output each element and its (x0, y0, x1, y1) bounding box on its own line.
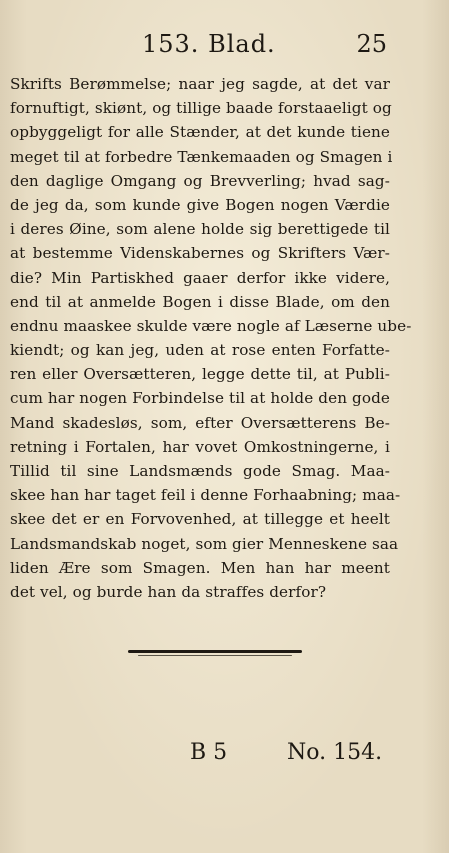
text-line: Landsmandskab noget, som gier Menneskene saa (10, 534, 399, 553)
text-line: opbyggeligt for alle Stænder, at det kunde tiene (10, 123, 390, 142)
running-title: 153. Blad. (142, 30, 276, 58)
text-line: Skrifts Berømmelse; naar jeg sagde, at det var (10, 75, 390, 93)
text-line: skee han har taget feil i denne Forhaabning; maa- (10, 486, 401, 505)
text-line: die? Min Partiskhed gaaer derfor ikke videre, (10, 268, 390, 287)
text-line: ren eller Oversætteren, legge dette til, at Publi- (10, 365, 390, 384)
section-divider (128, 648, 302, 656)
text-line: at bestemme Videnskabernes og Skrifters Vær- (10, 244, 390, 263)
catchword: No. 154. (287, 740, 383, 765)
text-line: i deres Øine, som alene holde sig berettigede til (10, 220, 390, 239)
text-line: cum har nogen Forbindelse til at holde den gode (10, 389, 390, 408)
text-line: det vel, og burde han da straffes derfor? (10, 582, 327, 601)
text-line: fornuftigt, skiønt, og tillige baade forstaaeligt og (10, 99, 392, 118)
body-text (10, 72, 412, 604)
text-line: retning i Fortalen, har vovet Omkostningerne, i (10, 437, 390, 456)
text-line: endnu maaskee skulde være nogle af Læserne ube- (10, 316, 412, 335)
text-line: skee det er en Forvovenhed, at tillegge et heelt (10, 510, 390, 529)
page-header (0, 30, 449, 66)
text-line: de jeg da, som kunde give Bogen nogen Værdie (10, 195, 390, 214)
text-line: liden Ære som Smagen. Men han har meent (10, 558, 390, 577)
page-footer (0, 740, 449, 774)
text-line: meget til at forbedre Tænkemaaden og Smagen i (10, 147, 393, 166)
text-line: kiendt; og kan jeg, uden at rose enten Forfatte- (10, 341, 390, 360)
text-line: Tillid til sine Landsmænds gode Smag. Maa- (10, 462, 390, 480)
signature-mark: B 5 (190, 740, 228, 765)
text-line: Mand skadesløs, som, efter Oversætterens Be- (10, 413, 390, 432)
text-line: den daglige Omgang og Brevverling; hvad sag- (10, 171, 390, 190)
divider-thin-rule (138, 655, 292, 656)
text-line: end til at anmelde Bogen i disse Blade, om den (10, 292, 390, 311)
page-number: 25 (356, 30, 387, 58)
divider-thick-rule (128, 650, 302, 653)
